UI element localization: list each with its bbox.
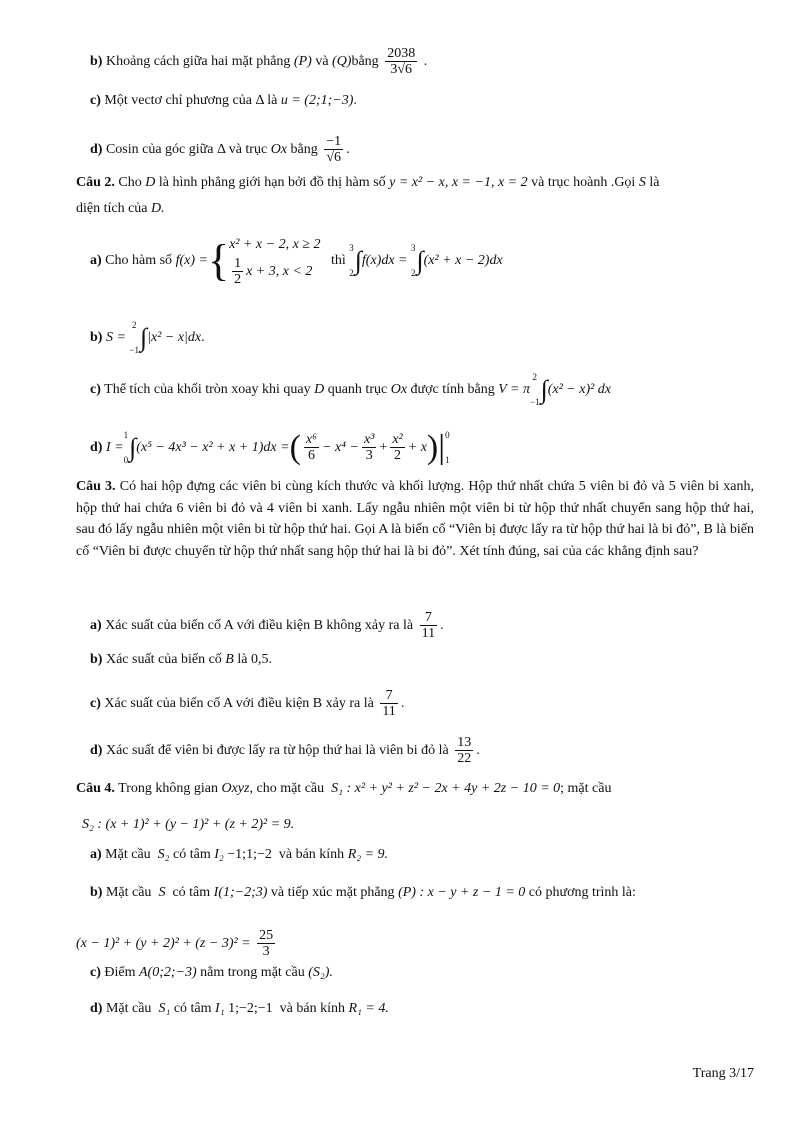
q3-c: c) Xác suất của biến cố A với điều kiện B xảy ra là $\frac{7}{11}$ . xyxy=(90,688,405,719)
q1-b: b) Khoảng cách giữa hai mặt phẳng (P) và (Q)bằng $\frac{2038}{3√6}$ . xyxy=(90,46,428,77)
q3-b: b) Xác suất của biến cố B là 0,5. xyxy=(90,652,272,667)
q2-intro-line2: diện tích của D. xyxy=(76,201,165,216)
q2-b: b) S = 2 −1 ∫|x² − x|dx. xyxy=(90,320,205,355)
q4-b: b) Mặt cầu S có tâm I(1;−2;3) và tiếp xúc mặt phẳng (P) : x − y + z − 1 = 0 có phương trình là: xyxy=(90,885,636,900)
q1-d: d) Cosin của góc giữa Δ và trục Ox bằng $\frac{-1}{√6}$ . xyxy=(90,134,350,165)
q2-c: c) Thể tích của khối tròn xoay khi quay D quanh trục Ox được tính bằng V = π 2 −1 ∫(x² − x)² dx xyxy=(90,372,612,407)
q4-d: d) Mặt cầu S₁ có tâm I₁ 1;−2;−1 và bán kính R₁ = 4. xyxy=(90,1001,389,1016)
distance-fraction: $\frac{2038}{3√6}$ xyxy=(387,46,416,77)
q3-body: Câu 3. Có hai hộp đựng các viên bi cùng kích thước và khối lượng. Hộp thứ nhất chứa 5 viên bi đỏ và 5 viên bi xanh, hộp thứ hai chứa 6 viên bi đỏ và 4 viên bi xanh. Lấy ngẫu nhiên một viên bi từ hộp thứ nhất chuyển sang hộp thứ hai, sau đó lấy ngẫu nhiên một viên bi từ hộp thứ hai. Gọi A là biến cố “Viên bị được lấy ra từ hộp thứ hai là bi đỏ”, B là biến cố “Viên bi được chuyển từ hộp thứ nhất sang hộp thứ hai là bi đỏ”. Xét tính đúng, sai của các khẳng định sau? xyxy=(76,479,754,559)
q2-d: d) I = 1 0 ∫(x⁵ − 4x³ − x² + x + 1)dx =( $\frac{\text{x⁶}}{6}$ − x⁴ − $\frac{\text{x³}}{3}$ + $\frac{\text{x²}}{2}$ + x)| 0 1 xyxy=(90,429,450,466)
cosine-fraction: $\frac{-1}{√6}$ xyxy=(326,134,342,165)
q4-c: c) Điểm A(0;2;−3) nằm trong mặt cầu (S₂). xyxy=(90,965,333,980)
q4-s2-equation: S₂ : (x + 1)² + (y − 1)² + (z + 2)² = 9. xyxy=(82,817,295,832)
q4-intro: Câu 4. Trong không gian Oxyz, cho mặt cầu S₁ : x² + y² + z² − 2x + 4y + 2z − 10 = 0; mặt cầu xyxy=(76,781,612,796)
page-number: Trang 3/17 xyxy=(692,1066,754,1081)
q3-d: d) Xác suất để viên bi được lấy ra từ hộp thứ hai là viên bi đỏ là $\frac{13}{22}$ . xyxy=(90,735,480,766)
q2-intro-line1: Câu 2. Cho D là hình phẳng giới hạn bởi đồ thị hàm số y = x² − x, x = −1, x = 2 và trục hoành .Gọi S là xyxy=(76,175,660,190)
q1-c: c) Một vectơ chỉ phương của Δ là u = (2;1;−3). xyxy=(90,93,357,108)
q4-b-equation: (x − 1)² + (y + 2)² + (z − 3)² = $\frac{25}{3}$ xyxy=(76,928,274,959)
q4-a: a) Mặt cầu S₂ có tâm I₂ −1;1;−2 và bán kính R₂ = 9. xyxy=(90,847,389,862)
q2-a: a) Cho hàm số f(x) ={ x² + x − 2, x ≥ 2 $\frac{1}{2}$ x + 3, x < 2 thì 3 2 ∫f(x)dx = 3 2 ∫(x² + x − 2)dx xyxy=(90,236,503,287)
q3-a: a) Xác suất của biến cố A với điều kiện B không xảy ra là $\frac{7}{11}$ . xyxy=(90,610,444,641)
piecewise-cases: x² + x − 2, x ≥ 2 $\frac{1}{2}$ x + 3, x < 2 xyxy=(229,237,321,287)
